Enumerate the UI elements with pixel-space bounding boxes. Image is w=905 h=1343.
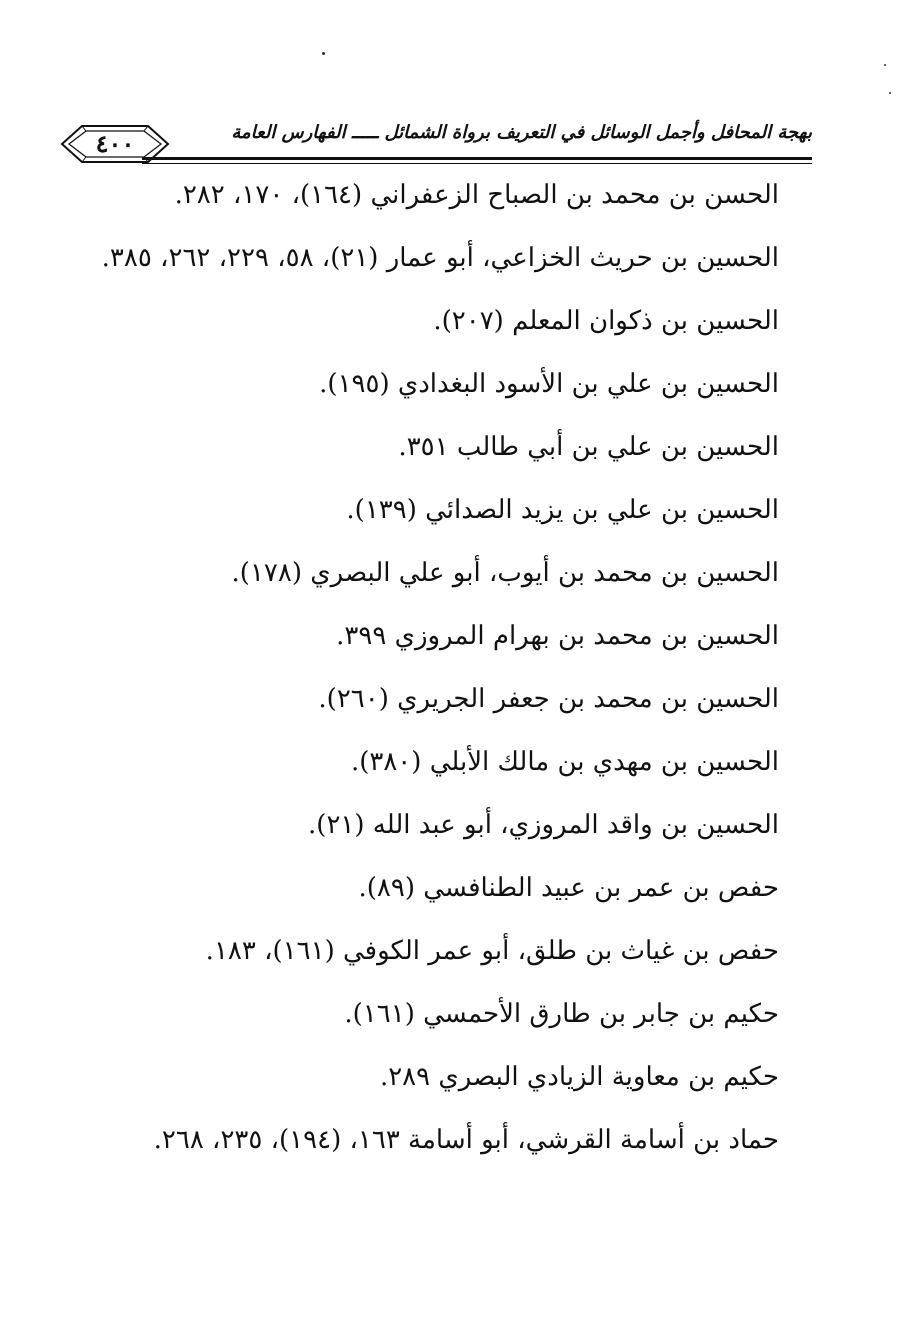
running-header <box>60 118 812 170</box>
index-entry: الحسين بن مهدي بن مالك الأبلي (٣٨٠). <box>350 747 779 777</box>
header-rule <box>142 157 812 160</box>
scan-speck <box>889 92 891 94</box>
index-entry: الحسين بن محمد بن أيوب، أبو علي البصري (١٧٨). <box>231 558 779 588</box>
index-entry: الحسين بن محمد بن بهرام المروزي ٣٩٩. <box>336 621 779 651</box>
index-entry: حفص بن عمر بن عبيد الطنافسي (٨٩). <box>358 873 779 903</box>
index-entry: الحسن بن محمد بن الصباح الزعفراني (١٦٤)، ١٧٠، ٢٨٢. <box>174 180 779 210</box>
header-title: بهجة المحافل وأجمل الوسائل في التعريف برواة الشمائل ـــــ الفهارس العامة <box>231 122 812 143</box>
index-entry: الحسين بن علي بن أبي طالب ٣٥١. <box>398 432 779 462</box>
page-number-badge <box>60 123 170 165</box>
index-entry: الحسين بن ذكوان المعلم (٢٠٧). <box>433 306 779 336</box>
index-entry: الحسين بن علي بن الأسود البغدادي (١٩٥). <box>319 369 779 399</box>
index-entries <box>79 172 779 1164</box>
header-rule-thin <box>142 163 812 164</box>
scan-speck <box>884 64 886 66</box>
index-entry: الحسين بن حريث الخزاعي، أبو عمار (٢١)، ٥٨، ٢٢٩، ٢٦٢، ٣٨٥. <box>101 243 779 273</box>
index-entry: حماد بن أسامة القرشي، أبو أسامة ١٦٣، (١٩٤)، ٢٣٥، ٢٦٨. <box>153 1125 779 1155</box>
index-entry: الحسين بن علي بن يزيد الصدائي (١٣٩). <box>346 495 779 525</box>
index-entry: حكيم بن معاوية الزيادي البصري ٢٨٩. <box>379 1062 779 1092</box>
index-entry: الحسين بن محمد بن جعفر الجريري (٢٦٠). <box>318 684 779 714</box>
page-number: ٤٠٠ <box>95 129 135 158</box>
index-entry: حفص بن غياث بن طلق، أبو عمر الكوفي (١٦١)، ١٨٣. <box>205 936 779 966</box>
scan-speck <box>322 52 325 55</box>
index-entry: حكيم بن جابر بن طارق الأحمسي (١٦١). <box>344 999 779 1029</box>
index-entry: الحسين بن واقد المروزي، أبو عبد الله (٢١). <box>308 810 779 840</box>
